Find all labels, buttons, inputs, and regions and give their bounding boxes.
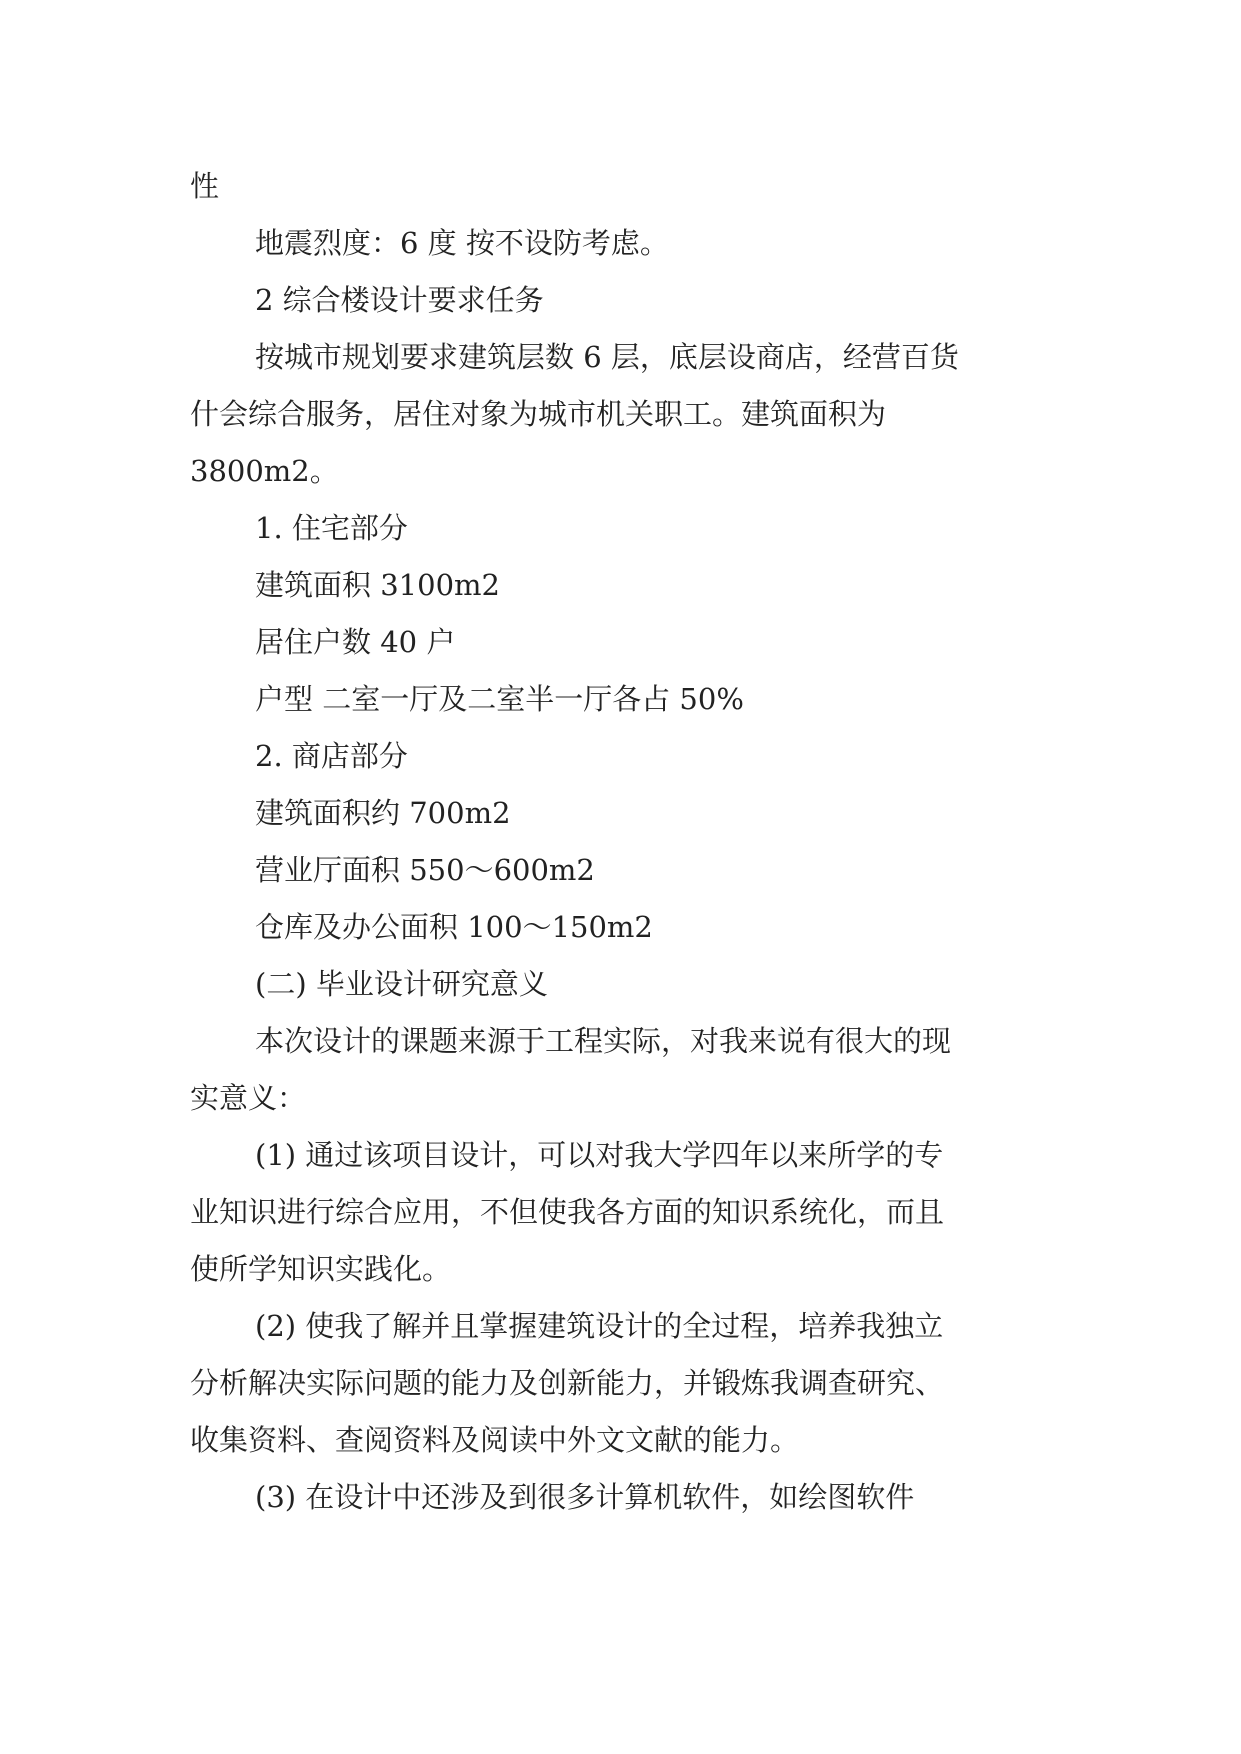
text-line: 分析解决实际问题的能力及创新能力，并锻炼我调查研究、: [190, 1366, 945, 1400]
section-heading: (二) 毕业设计研究意义: [255, 967, 548, 1001]
text-line: (3) 在设计中还涉及到很多计算机软件，如绘图软件: [255, 1480, 915, 1514]
text-line: 仓库及办公面积 100～150m2: [255, 910, 653, 944]
text-line: 居住户数 40 户: [255, 625, 456, 659]
text-line: (1) 通过该项目设计，可以对我大学四年以来所学的专: [255, 1138, 944, 1172]
text-line: 本次设计的课题来源于工程实际，对我来说有很大的现: [255, 1024, 952, 1058]
text-line: 地震烈度：6 度 按不设防考虑。: [255, 226, 669, 260]
text-line: 按城市规划要求建筑层数 6 层，底层设商店，经营百货: [255, 340, 959, 374]
section-heading: 2 综合楼设计要求任务: [255, 283, 544, 317]
section-heading: 2. 商店部分: [255, 739, 408, 773]
text-line: 业知识进行综合应用，不但使我各方面的知识系统化，而且: [190, 1195, 945, 1229]
text-line: 使所学知识实践化。: [190, 1252, 452, 1286]
text-line: 建筑面积 3100m2: [255, 568, 500, 602]
text-line: 收集资料、查阅资料及阅读中外文文献的能力。: [190, 1423, 800, 1457]
text-line: 什会综合服务，居住对象为城市机关职工。建筑面积为: [190, 397, 887, 431]
text-line: (2) 使我了解并且掌握建筑设计的全过程，培养我独立: [255, 1309, 944, 1343]
section-heading: 1. 住宅部分: [255, 511, 408, 545]
text-line: 实意义：: [190, 1081, 307, 1115]
text-line: 3800m2。: [190, 454, 339, 488]
text-line: 营业厅面积 550～600m2: [255, 853, 595, 887]
text-line: 性: [190, 169, 220, 203]
text-line: 户型 二室一厅及二室半一厅各占 50%: [255, 682, 744, 716]
text-line: 建筑面积约 700m2: [255, 796, 511, 830]
